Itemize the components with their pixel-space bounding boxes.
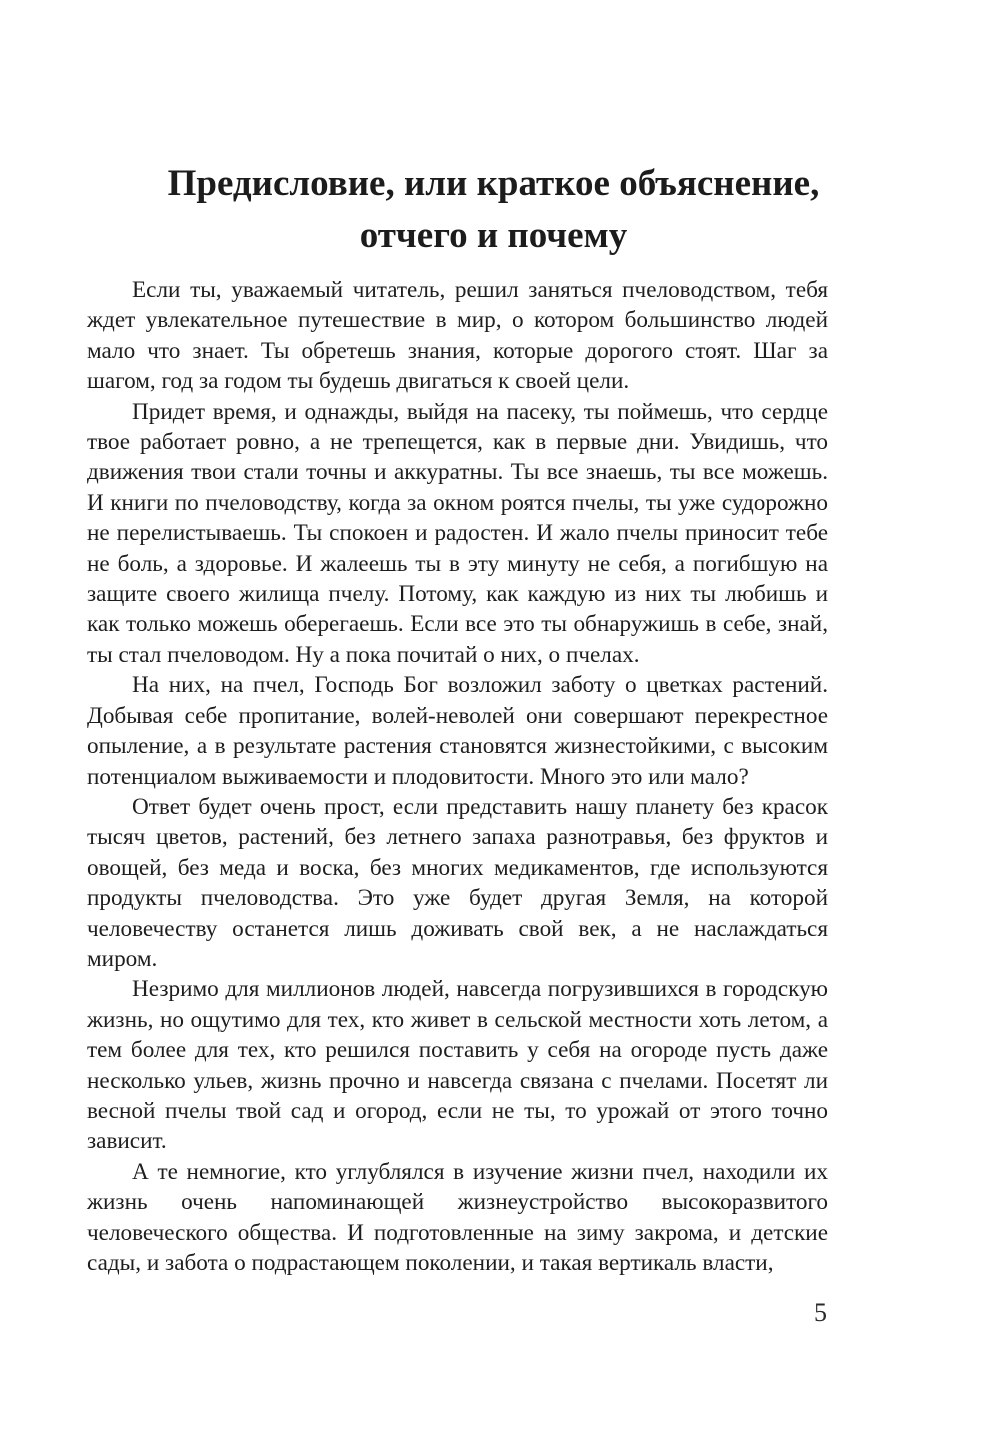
page-number: 5 (814, 1298, 827, 1327)
paragraph-6: А те немногие, кто углублялся в изучение жизни пчел, находили их жизнь очень напоминающей жизнеустройство высокоразвитого человеческого общества. И подготовленные на зиму закрома, и детские сады, и забота о подрастающем поколении, и такая вертикаль власти, (87, 1158, 828, 1276)
paragraph-3: На них, на пчел, Господь Бог возложил заботу о цветках растений. Добывая себе пропитание, волей-неволей они совершают перекрестное опыление, а в результате растения становятся жизнестойкими, с высоким потенциалом выживаемости и плодовитости. Много это или мало? (87, 672, 828, 790)
paragraph-5: Незримо для миллионов людей, навсегда погрузившихся в городскую жизнь, но ощутимо для тех, кто живет в сельской местности хоть летом, а тем более для тех, кто решился поставить у себя на огороде пусть даже несколько ульев, жизнь прочно и навсегда связана с пчелами. Посетят ли весной пчелы твой сад и огород, если не ты, то урожай от этого точно зависит. (87, 976, 828, 1155)
chapter-title (80, 158, 907, 262)
paragraph-1: Если ты, уважаемый читатель, решил заняться пчеловодством, тебя ждет увлекательное путешествие в мир, о котором большинство людей мало что знает. Ты обретешь знания, которые дорогого стоят. Шаг за шагом, год за годом ты будешь двигаться к своей цели. (87, 277, 828, 395)
body-text (87, 275, 828, 1278)
chapter-title-line-2: отчего и почему (359, 215, 628, 256)
paragraph-2: Придет время, и однажды, выйдя на пасеку, ты поймешь, что сердце твое работает ровно, а не трепещется, как в первые дни. Увидишь, что движения твои стали точны и аккуратны. Ты все знаешь, ты все можешь. И книги по пчеловодству, когда за окном роятся пчелы, ты уже судорожно не перелистываешь. Ты спокоен и радостен. И жало пчелы приносит тебе не боль, а здоровье. И жалеешь ты в эту минуту не себя, а погибшую на защите своего жилища пчелу. Потому, как каждую из них ты любишь и как только можешь оберегаешь. Если все это ты обнаружишь в себе, знай, ты стал пчеловодом. Ну а пока почитай о них, о пчелах. (87, 398, 828, 668)
paragraph-4: Ответ будет очень прост, если представить нашу планету без красок тысяч цветов, растений, без летнего запаха разнотравья, без фруктов и овощей, без меда и воска, без многих медикаментов, где используются продукты пчеловодства. Это уже будет другая Земля, на которой человечеству останется лишь доживать свой век, а не наслаждаться миром. (87, 793, 828, 972)
chapter-title-line-1: Предисловие, или краткое объяснение, (167, 163, 820, 204)
